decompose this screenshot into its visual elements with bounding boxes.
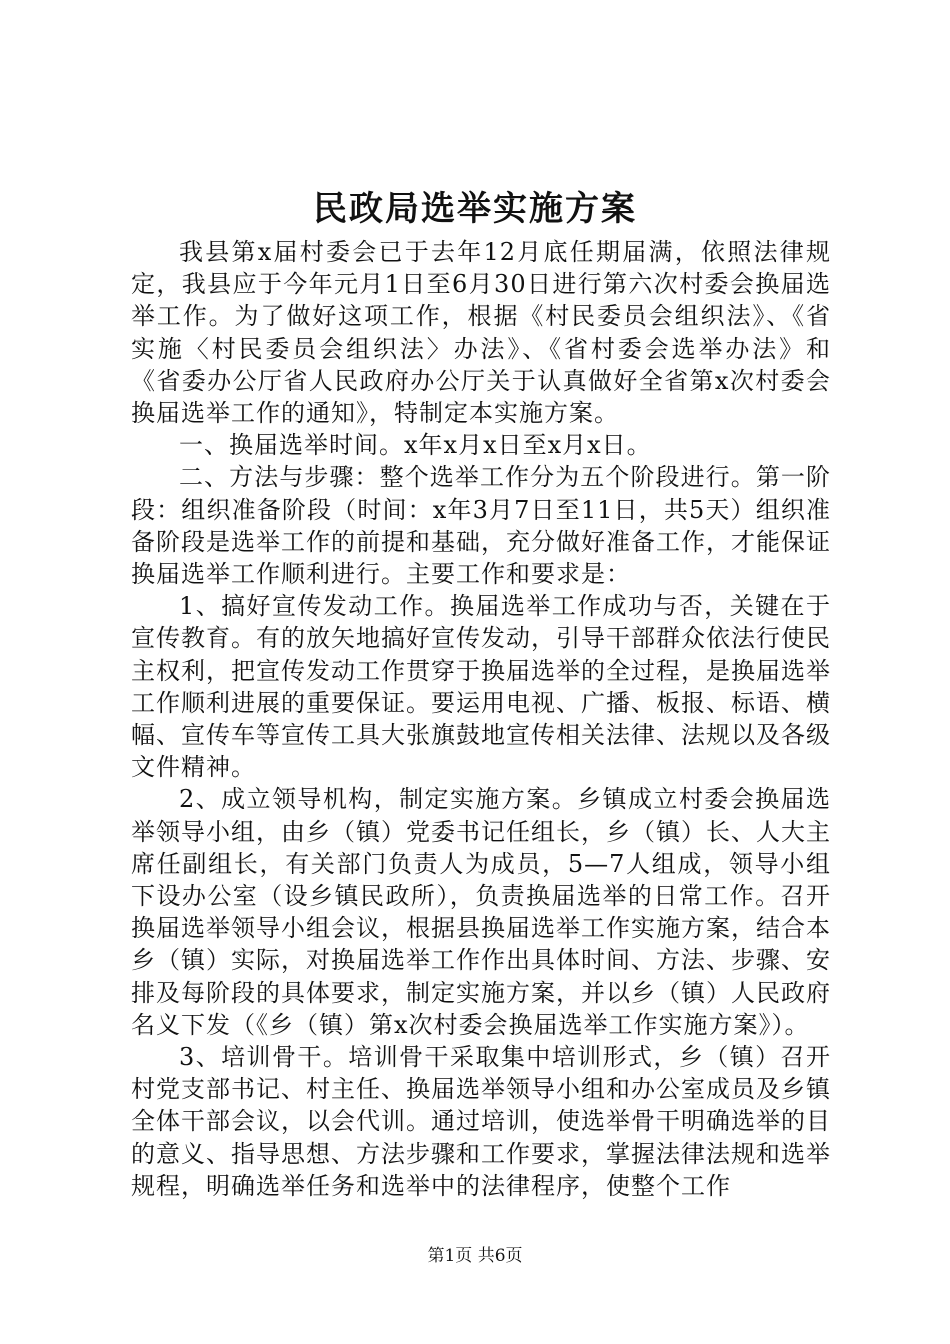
document-body — [131, 236, 831, 1202]
paragraph-election-time: 一、换届选举时间。x年x月x日至x月x日。 — [179, 431, 652, 460]
paragraph-methods-steps: 二、方法与步骤：整个选举工作分为五个阶段进行。第一阶段：组织准备阶段（时间：x年3月7日至11日，共5天）组织准备阶段是选举工作的前提和基础，充分做好准备工作，才能保证换届选举工作顺利进行。主要工作和要求是： — [131, 463, 831, 589]
page-number: 第1页 共6页 — [427, 1246, 523, 1266]
paragraph-leadership: 2、成立领导机构，制定实施方案。乡镇成立村委会换届选举领导小组，由乡（镇）党委书记任组长，乡（镇）长、人大主席任副组长，有关部门负责人为成员，5—7人组成，领导小组下设办公室（设乡镇民政所），负责换届选举的日常工作。召开换届选举领导小组会议，根据县换届选举工作实施方案，结合本乡（镇）实际，对换届选举工作作出具体时间、方法、步骤、安排及每阶段的具体要求，制定实施方案，并以乡（镇）人民政府名义下发（《乡（镇）第x次村委会换届选举工作实施方案》）。 — [131, 785, 831, 1039]
paragraph-publicity: 1、搞好宣传发动工作。换届选举工作成功与否，关键在于宣传教育。有的放矢地搞好宣传发动，引导干部群众依法行使民主权利，把宣传发动工作贯穿于换届选举的全过程，是换届选举工作顺利进展的重要保证。要运用电视、广播、板报、标语、横幅、宣传车等宣传工具大张旗鼓地宣传相关法律、法规以及各级文件精神。 — [131, 592, 831, 782]
paragraph-training: 3、培训骨干。培训骨干采取集中培训形式，乡（镇）召开村党支部书记、村主任、换届选举领导小组和办公室成员及乡镇全体干部会议，以会代训。通过培训，使选举骨干明确选举的目的意义、指导思想、方法步骤和工作要求，掌握法律法规和选举规程，明确选举任务和选举中的法律程序，使整个工作 — [131, 1043, 831, 1200]
document-title: 民政局选举实施方案 — [313, 189, 637, 229]
paragraph-intro: 我县第x届村委会已于去年12月底任期届满，依照法律规定，我县应于今年元月1日至6月30日进行第六次村委会换届选举工作。为了做好这项工作，根据《村民委员会组织法》、《省实施〈村民委员会组织法〉办法》、《省村委会选举办法》和《省委办公厅省人民政府办公厅关于认真做好全省第x次村委会换届选举工作的通知》，特制定本实施方案。 — [131, 238, 831, 428]
